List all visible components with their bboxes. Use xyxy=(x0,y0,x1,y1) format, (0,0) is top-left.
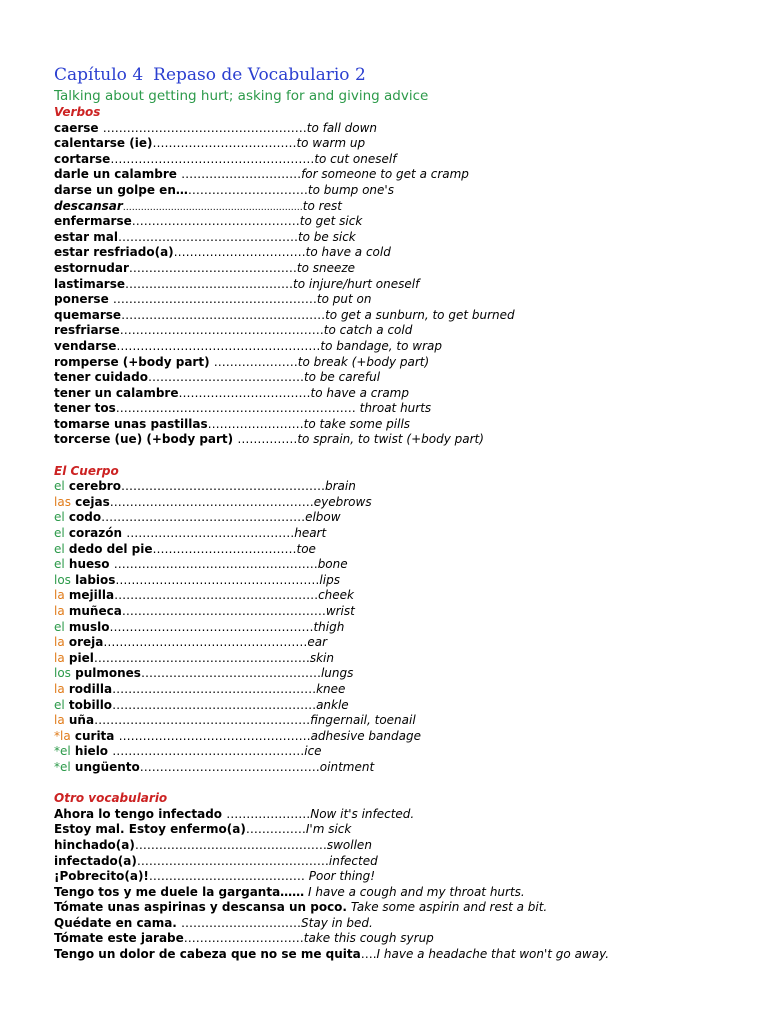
leader-dots: ……………………………………… xyxy=(139,759,320,774)
spanish-word: Tómate unas aspirinas y descansa un poco. xyxy=(54,900,347,915)
spanish-word: Ahora lo tengo infectado xyxy=(54,806,227,821)
vocab-row xyxy=(54,136,754,152)
vocab-row xyxy=(54,807,754,823)
english-translation: take this cough syrup xyxy=(303,931,434,946)
leader-dots: …………………………………………… xyxy=(112,697,317,712)
english-translation: to get sick xyxy=(299,214,363,229)
leader-dots: ……………………………………………… xyxy=(93,650,310,665)
leader-dots: …………………………………………… xyxy=(103,635,308,650)
english-translation: to warm up xyxy=(296,136,366,151)
spanish-word: tobillo xyxy=(64,697,113,712)
vocab-row xyxy=(54,900,754,916)
leader-dots: …………………………… xyxy=(178,385,311,400)
leader-dots: …………………………………………… xyxy=(109,619,314,634)
vocab-row xyxy=(54,167,754,183)
leader-dots: ……………………………………… xyxy=(117,229,298,244)
vocab-row xyxy=(54,947,754,963)
vocab-row xyxy=(54,760,754,776)
english-translation: ear xyxy=(307,635,328,650)
spanish-term xyxy=(54,916,181,930)
spanish-word: hueso xyxy=(64,557,114,572)
vocab-row xyxy=(54,916,754,932)
spanish-word: estornudar xyxy=(54,260,129,275)
spanish-word: tener cuidado xyxy=(54,370,148,385)
spanish-term xyxy=(54,386,179,400)
english-translation: to bandage, to wrap xyxy=(320,338,443,353)
spanish-term xyxy=(54,620,109,634)
leader-dots: …………………………………………… xyxy=(116,338,321,353)
spanish-word: oreja xyxy=(64,635,104,650)
spanish-term xyxy=(54,261,129,275)
english-translation: to bump one's xyxy=(307,182,394,197)
leader-dots: …………………………………………………… xyxy=(115,401,360,416)
vocab-row xyxy=(54,666,754,682)
english-translation: to have a cold xyxy=(305,245,391,260)
vocab-row xyxy=(54,308,754,324)
section-heading: Otro vocabulario xyxy=(54,791,168,806)
vocab-row xyxy=(54,526,754,542)
spanish-term xyxy=(54,885,304,899)
english-translation: ankle xyxy=(316,697,349,712)
spanish-word: dedo del pie xyxy=(64,541,153,556)
leader-dots: …………… xyxy=(237,432,298,447)
vocab-row xyxy=(54,183,754,199)
leader-dots: …………………………………………… xyxy=(115,572,320,587)
english-translation: to take some pills xyxy=(303,416,411,431)
spanish-term xyxy=(54,121,103,135)
vocab-row xyxy=(54,199,754,215)
page-title xyxy=(54,64,754,86)
page-subtitle: Talking about getting hurt; asking for and giving advice xyxy=(54,88,429,104)
english-translation: eyebrows xyxy=(313,494,372,509)
chapter-label: Capítulo 4 xyxy=(54,65,144,85)
spanish-word: estar mal xyxy=(54,229,118,244)
vocab-row xyxy=(54,510,754,526)
spanish-word: vendarse xyxy=(54,338,117,353)
vocab-row xyxy=(54,355,754,371)
spanish-word: tener un calambre xyxy=(54,385,179,400)
english-translation: ointment xyxy=(319,759,375,774)
spanish-word: Tómate este jarabe xyxy=(54,931,184,946)
spanish-word: Quédate en cama. xyxy=(54,915,182,930)
leader-dots: ………………… xyxy=(226,806,311,821)
article: el xyxy=(54,510,65,525)
leader-dots: ……………………………………………… xyxy=(94,713,311,728)
spanish-term xyxy=(54,355,214,369)
spanish-word: tomarse unas pastillas xyxy=(54,416,208,431)
spanish-term xyxy=(54,401,116,415)
spanish-term xyxy=(54,183,188,197)
english-translation: fingernail, toenail xyxy=(310,713,416,728)
vocab-row xyxy=(54,931,754,947)
leader-dots: …………………………………………… xyxy=(110,151,315,166)
spanish-term xyxy=(54,370,148,384)
spanish-word: cerebro xyxy=(64,479,121,494)
vocab-row xyxy=(54,885,754,901)
english-translation: for someone to get a cramp xyxy=(301,167,469,182)
spanish-term xyxy=(54,479,121,493)
english-translation: to rest xyxy=(302,198,342,213)
spanish-word: Tengo un dolor de cabeza que no se me quita xyxy=(54,947,361,962)
leader-dots: ………………………… xyxy=(187,182,308,197)
spanish-term xyxy=(54,510,101,524)
article: la xyxy=(54,588,65,603)
spanish-term xyxy=(54,838,135,852)
article: la xyxy=(54,635,65,650)
english-translation: to have a cramp xyxy=(310,385,409,400)
article: el xyxy=(54,619,65,634)
vocab-row xyxy=(54,432,754,448)
leader-dots: ………………………… xyxy=(181,915,302,930)
spanish-word: mejilla xyxy=(64,588,115,603)
vocab-row xyxy=(54,261,754,277)
spanish-term xyxy=(54,635,103,649)
english-translation: Take some aspirin and rest a bit. xyxy=(350,900,548,915)
english-translation: to cut oneself xyxy=(314,151,397,166)
english-translation: to be sick xyxy=(297,229,356,244)
vocab-row xyxy=(54,152,754,168)
spanish-word: enfermarse xyxy=(54,214,132,229)
vocab-row xyxy=(54,698,754,714)
spanish-term xyxy=(54,245,174,259)
spanish-term xyxy=(54,588,114,602)
vocab-row xyxy=(54,838,754,854)
article: *el xyxy=(54,759,71,774)
spanish-term xyxy=(54,199,123,213)
spanish-word: cortarse xyxy=(54,151,111,166)
english-translation: to fall down xyxy=(306,120,378,135)
spanish-term xyxy=(54,651,94,665)
topic-label: Repaso de Vocabulario 2 xyxy=(153,65,366,85)
vocab-row xyxy=(54,417,754,433)
spanish-word: muslo xyxy=(64,619,110,634)
leader-dots: …………………………………………… xyxy=(114,588,319,603)
leader-dots: …………………………………… xyxy=(125,276,294,291)
english-translation: Now it's infected. xyxy=(310,806,415,821)
english-translation: thigh xyxy=(313,619,345,634)
english-translation: infected xyxy=(328,853,378,868)
spanish-term xyxy=(54,526,126,540)
vocabulary-page xyxy=(54,64,754,963)
vocab-row xyxy=(54,401,754,417)
spanish-word: estar resfriado(a) xyxy=(54,245,174,260)
english-translation: toe xyxy=(296,541,316,556)
spanish-term xyxy=(54,167,181,181)
leader-dots: …. xyxy=(360,947,377,962)
spanish-term xyxy=(54,666,141,680)
vocab-row xyxy=(54,854,754,870)
section-heading: El Cuerpo xyxy=(54,463,119,478)
article: las xyxy=(54,494,71,509)
english-translation: to get a sunburn, to get burned xyxy=(325,307,515,322)
spanish-word: rodilla xyxy=(64,681,113,696)
spanish-word: lastimarse xyxy=(54,276,126,291)
spanish-term xyxy=(54,557,114,571)
spanish-word: darse un golpe en… xyxy=(54,182,188,197)
vocab-row xyxy=(54,214,754,230)
article: la xyxy=(54,604,65,618)
spanish-word: Estoy mal. Estoy enfermo(a) xyxy=(54,822,246,837)
spanish-word: cejas xyxy=(70,494,110,509)
vocab-row xyxy=(54,713,754,729)
leader-dots: ………………………………………… xyxy=(136,853,329,868)
article: el xyxy=(54,526,65,541)
english-translation: to put on xyxy=(316,292,372,307)
leader-dots: …………………………………………… xyxy=(120,479,325,494)
leader-dots: ………………………………… xyxy=(147,370,304,385)
article: la xyxy=(54,681,65,696)
english-translation: to be careful xyxy=(303,370,381,385)
leader-dots: …………………………………………………… xyxy=(122,202,303,213)
english-translation: knee xyxy=(316,681,346,696)
article: la xyxy=(54,713,65,728)
section-spacer xyxy=(54,776,754,792)
vocab-row xyxy=(54,245,754,261)
spanish-word: quemarse xyxy=(54,307,122,322)
english-translation: to sneeze xyxy=(296,260,356,275)
spanish-term xyxy=(54,214,132,228)
english-translation: elbow xyxy=(305,510,341,525)
vocab-row xyxy=(54,495,754,511)
spanish-word: infectado(a) xyxy=(54,853,137,868)
spanish-word: hielo xyxy=(70,744,113,759)
article: el xyxy=(54,541,65,556)
spanish-word: descansar xyxy=(54,198,123,213)
english-translation: swollen xyxy=(326,837,372,852)
english-translation: skin xyxy=(309,650,334,665)
vocab-row xyxy=(54,479,754,495)
leader-dots: ………………………………………… xyxy=(118,728,311,743)
spanish-word: labios xyxy=(70,572,116,587)
english-translation: wrist xyxy=(325,604,355,618)
leader-dots: …………………………… xyxy=(173,245,306,260)
english-translation: I have a headache that won't go away. xyxy=(376,947,610,962)
section-heading: Verbos xyxy=(54,105,101,119)
spanish-word: romperse (+body part) xyxy=(54,354,214,369)
leader-dots: …………………………………………… xyxy=(119,323,324,338)
leader-dots: ………………………… xyxy=(181,167,302,182)
leader-dots: …………………………………………… xyxy=(102,120,307,135)
leader-dots: …………………………………… xyxy=(131,214,300,229)
leader-dots: …………………………………………… xyxy=(112,681,317,696)
spanish-term xyxy=(54,744,112,758)
article: los xyxy=(54,666,71,681)
spanish-word: uña xyxy=(64,713,95,728)
article: los xyxy=(54,572,71,587)
spanish-term xyxy=(54,854,137,868)
spanish-word: piel xyxy=(64,650,94,665)
spanish-term xyxy=(54,292,113,306)
spanish-term xyxy=(54,573,115,587)
vocabulary-sections xyxy=(54,105,754,963)
spanish-term xyxy=(54,495,110,509)
english-translation: I have a cough and my throat hurts. xyxy=(308,884,525,899)
spanish-term xyxy=(54,682,112,696)
english-translation: to break (+body part) xyxy=(297,354,430,369)
vocab-row xyxy=(54,292,754,308)
spanish-word: ungüento xyxy=(70,759,140,774)
vocab-row xyxy=(54,557,754,573)
leader-dots: …………………………………………… xyxy=(121,307,326,322)
vocab-row xyxy=(54,635,754,651)
spanish-term xyxy=(54,760,140,774)
vocab-row xyxy=(54,339,754,355)
leader-dots: ………………………………………… xyxy=(112,744,305,759)
english-translation: to catch a cold xyxy=(323,323,413,338)
spanish-term xyxy=(54,339,116,353)
spanish-term xyxy=(54,947,361,961)
article: *el xyxy=(54,744,71,759)
spanish-word: curita xyxy=(70,728,119,743)
english-translation: lungs xyxy=(320,666,354,681)
spanish-term xyxy=(54,542,153,556)
article: *la xyxy=(54,728,71,743)
english-translation: Stay in bed. xyxy=(301,915,373,930)
spanish-word: resfriarse xyxy=(54,323,120,338)
spanish-term xyxy=(54,869,149,883)
spanish-term xyxy=(54,417,208,431)
spanish-word: tener tos xyxy=(54,401,116,416)
vocab-row xyxy=(54,604,754,620)
leader-dots: …………………………………………… xyxy=(109,494,314,509)
spanish-word: caerse xyxy=(54,120,103,135)
spanish-term xyxy=(54,698,112,712)
english-translation: cheek xyxy=(318,588,354,603)
vocab-row xyxy=(54,822,754,838)
spanish-term xyxy=(54,807,226,821)
spanish-term xyxy=(54,604,122,618)
english-translation: lips xyxy=(319,572,340,587)
section-spacer xyxy=(54,448,754,464)
article: el xyxy=(54,557,65,572)
leader-dots: ……………………………… xyxy=(152,136,297,151)
english-translation: I'm sick xyxy=(305,822,352,837)
vocab-row xyxy=(54,588,754,604)
spanish-term xyxy=(54,308,121,322)
spanish-term xyxy=(54,822,246,836)
vocab-row xyxy=(54,573,754,589)
article: el xyxy=(54,697,65,712)
leader-dots: …………………………………… xyxy=(126,526,295,541)
leader-dots: …………………………………… xyxy=(128,260,297,275)
leader-dots: …………………………………………… xyxy=(112,292,317,307)
vocab-row xyxy=(54,729,754,745)
spanish-term xyxy=(54,729,119,743)
spanish-word: Tengo tos y me duele la garganta…… xyxy=(54,884,305,899)
vocab-row xyxy=(54,277,754,293)
spanish-word: codo xyxy=(64,510,102,525)
spanish-word: corazón xyxy=(64,526,127,541)
english-translation: to sprain, to twist (+body part) xyxy=(297,432,484,447)
vocab-row xyxy=(54,651,754,667)
vocab-row xyxy=(54,744,754,760)
spanish-word: hinchado(a) xyxy=(54,837,135,852)
spanish-term xyxy=(54,432,237,446)
english-translation: ice xyxy=(304,744,322,759)
english-translation: bone xyxy=(317,557,348,572)
english-translation: brain xyxy=(324,479,356,494)
vocab-row xyxy=(54,121,754,137)
leader-dots: ………………………… xyxy=(183,931,304,946)
spanish-term xyxy=(54,136,152,150)
spanish-word: pulmones xyxy=(70,666,141,681)
vocab-row xyxy=(54,230,754,246)
vocab-row xyxy=(54,542,754,558)
leader-dots: ………………………………… xyxy=(148,869,309,884)
leader-dots: …………………………………………… xyxy=(101,510,306,525)
english-translation: to injure/hurt oneself xyxy=(293,276,420,291)
leader-dots: …………………………………………… xyxy=(121,604,326,618)
leader-dots: ……………………………… xyxy=(152,541,297,556)
spanish-word: darle un calambre xyxy=(54,167,182,182)
english-translation: adhesive bandage xyxy=(310,728,421,743)
spanish-term xyxy=(54,277,125,291)
english-translation: throat hurts xyxy=(359,401,432,416)
spanish-word: ¡Pobrecito(a)! xyxy=(54,869,149,884)
leader-dots: ………………………………………… xyxy=(134,837,327,852)
spanish-word: muñeca xyxy=(64,604,122,618)
leader-dots: …………………………………………… xyxy=(113,557,318,572)
spanish-term xyxy=(54,323,120,337)
spanish-term xyxy=(54,713,94,727)
vocab-row xyxy=(54,869,754,885)
english-translation: heart xyxy=(294,526,327,541)
article: la xyxy=(54,650,65,665)
spanish-term xyxy=(54,230,118,244)
spanish-term xyxy=(54,152,110,166)
spanish-term xyxy=(54,931,184,945)
vocab-row xyxy=(54,682,754,698)
spanish-word: calentarse (ie) xyxy=(54,136,153,151)
leader-dots: …………………… xyxy=(207,416,304,431)
vocab-row xyxy=(54,620,754,636)
vocab-row xyxy=(54,370,754,386)
leader-dots: ……………………………………… xyxy=(140,666,321,681)
leader-dots: …………… xyxy=(245,822,306,837)
spanish-term xyxy=(54,900,347,914)
leader-dots: ………………… xyxy=(213,354,298,369)
english-translation: Poor thing! xyxy=(308,869,376,884)
article: el xyxy=(54,479,65,494)
spanish-word: ponerse xyxy=(54,292,113,307)
vocab-row xyxy=(54,386,754,402)
vocab-row xyxy=(54,323,754,339)
spanish-word: torcerse (ue) (+body part) xyxy=(54,432,238,447)
